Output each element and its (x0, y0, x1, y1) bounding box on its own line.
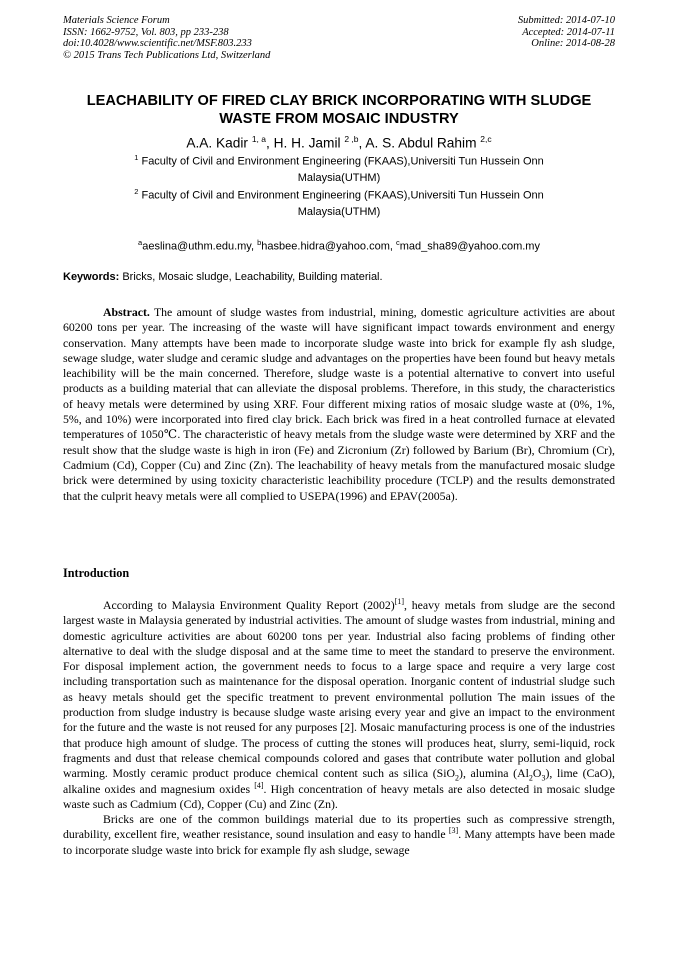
journal-info (63, 15, 270, 61)
formula-subscript: 3 (541, 773, 546, 783)
submitted-date: Submitted: 2014-07-10 (517, 15, 615, 26)
section-heading-introduction: Introduction (63, 566, 130, 580)
introduction-body (63, 598, 615, 858)
keywords-text: Bricks, Mosaic sludge, Leachability, Building material. (122, 271, 383, 283)
keywords (63, 270, 615, 284)
author-affiliation-mark: 2 ,b (344, 134, 359, 144)
email-link[interactable]: aeslina@uthm.edu.my (142, 240, 251, 253)
formula-subscript: 2 (528, 773, 533, 783)
abstract-text: The amount of sludge wastes from industrial, mining, domestic agriculture activities are about 60200 tons per year. The increasing of the waste will have significant impact towards environment and energy conservation. Many attempts have been made to incorporate sludge waste into brick for example fly ash sludge, sewage sludge, water sludge and ceramic sludge and advantages on the properties have been found but heavy metals leachibility will be the main concerned. Therefore, sludge waste is a potential alternative to convert into useful products as a building material that can alleviate the disposal problems. Therefore, in this study, the characteristics of heavy metals were determined by using XRF. Four different mixing ratios of mosaic sludge waste at (0%, 1%, 5%, and 10%) were incorporated into fired clay brick. Each brick was fired in a heat controlled furnace at elevated temperatures of 1050℃. The characteristic of heavy metals from the sludge waste were determined by XRF and the result show that the sludge waste is high in iron (Fe) and Zicronium (Zr) followed by Barium (Br), Chromium (Cr), Cadmium (Cd), Copper (Cu) and Zinc (Zn). The leachability of heavy metals from the manufactured mosaic sludge brick were determined by using toxicity characteristic leachibility procedure (TCLP) and the results demonstrated that the culprit heavy metals were all complied to USEPA(1996) and EPAV(2005a). (63, 305, 615, 503)
author-separator: , (266, 135, 274, 151)
paragraph-text: According to Malaysia Environment Quality Report (2002) (103, 598, 395, 612)
introduction-paragraph-1 (63, 598, 615, 812)
paragraph-text: Bricks are one of the common buildings material due to its properties such as compressive strength, durability, excellent fire, weather resistance, sound insulation and easy to handle (63, 812, 615, 842)
citation-ref[interactable]: [1] (394, 597, 405, 607)
affiliation-1 (63, 150, 615, 186)
affiliation-line: Faculty of Civil and Environment Engineering (FKAAS),Universiti Tun Hussein Onn (141, 189, 544, 202)
paragraph-text: O (532, 766, 542, 781)
abstract-label: Abstract. (103, 305, 150, 319)
accepted-date: Accepted: 2014-07-11 (522, 26, 615, 38)
abstract-paragraph (63, 305, 615, 504)
author-emails (63, 236, 615, 254)
online-date: Online: 2014-08-28 (531, 38, 615, 50)
affiliation-line: Malaysia(UTHM) (297, 171, 381, 184)
author-affiliation-mark: 2,c (480, 134, 492, 144)
journal-copyright: © 2015 Trans Tech Publications Ltd, Switzerland (63, 49, 271, 61)
affiliation-line: Malaysia(UTHM) (297, 205, 381, 218)
email-mark: a (138, 238, 143, 247)
paper-title (63, 92, 615, 128)
author-name: A. S. Abdul Rahim (365, 135, 477, 151)
title-line-1: LEACHABILITY OF FIRED CLAY BRICK INCORPORATING WITH SLUDGE (86, 93, 592, 109)
abstract (63, 305, 615, 504)
email-separator: , (389, 240, 397, 253)
author-separator: , (358, 135, 366, 151)
email-mark: c (396, 238, 400, 247)
introduction-paragraph-2 (63, 812, 615, 858)
paragraph-text: , heavy metals from sludge are the second largest waste in Malaysia generated by industrial activities. The amount of sludge wastes from industrial, mining and domestic agriculture activities are about 60200 tons per year. Industrial also facing problems of finding other alternative to deal with the sludge disposal and at the same time to meet the standard to preserve the environment. For disposal implement action, the government needs to focus to a large space and require a very large cost including transportation such as maintenance for the disposal operation. Inorganic content of industrial sludge such as heavy metals should get the specific treatment to prevent environmental pollution The main issues of the production from sludge industry is because sludge waste arising every year and give an impact to the environment for the future and the waste is not reused for any purposes [2]. Mosaic manufacturing process is one of the industries that produce high amount of sludge. The process of cutting the stones will produces heat, slurry, semi-liquid, rock fragments and dust that release chemical compounds colored and gases that contribute water pollution and global warming. Mostly ceramic product produce chemical content such as silica (SiO (63, 598, 615, 781)
paragraph-text: . Many attempts have been made to incorporate sludge waste into brick for example fly ash sludge, sewage (63, 827, 615, 857)
paragraph-text: ), alumina (Al (459, 766, 529, 781)
submission-dates (518, 15, 615, 50)
citation-ref[interactable]: [3] (448, 826, 459, 836)
paragraph-text: ), lime (CaO), alkaline oxides and magnesium oxides (63, 766, 615, 796)
journal-name: Materials Science Forum (63, 15, 170, 26)
author-affiliation-mark: 1, a (251, 134, 266, 144)
journal-doi: doi:10.4028/www.scientific.net/MSF.803.233 (63, 38, 252, 50)
affiliation-2 (63, 184, 615, 220)
keywords-label: Keywords: (63, 271, 120, 283)
citation-ref[interactable]: [4] (254, 780, 264, 790)
email-link[interactable]: hasbee.hidra@yahoo.com (261, 240, 390, 253)
formula-subscript: 2 (455, 773, 460, 783)
email-mark: b (257, 238, 262, 247)
email-link[interactable]: mad_sha89@yahoo.com.my (399, 240, 540, 253)
author-name: H. H. Jamil (273, 135, 341, 151)
title-line-2: WASTE FROM MOSAIC INDUSTRY (219, 111, 459, 127)
affiliation-line: Faculty of Civil and Environment Engineering (FKAAS),Universiti Tun Hussein Onn (141, 155, 544, 168)
email-separator: , (251, 240, 258, 253)
affiliation-mark: 1 (134, 153, 139, 162)
paragraph-text: . High concentration of heavy metals are also detected in mosaic sludge waste such as Cadmium (Cd), Copper (Cu) and Zinc (Zn). (63, 781, 615, 811)
journal-issn: ISSN: 1662-9752, Vol. 803, pp 233-238 (63, 26, 229, 38)
author-name: A.A. Kadir (186, 135, 248, 151)
affiliation-mark: 2 (134, 187, 139, 196)
